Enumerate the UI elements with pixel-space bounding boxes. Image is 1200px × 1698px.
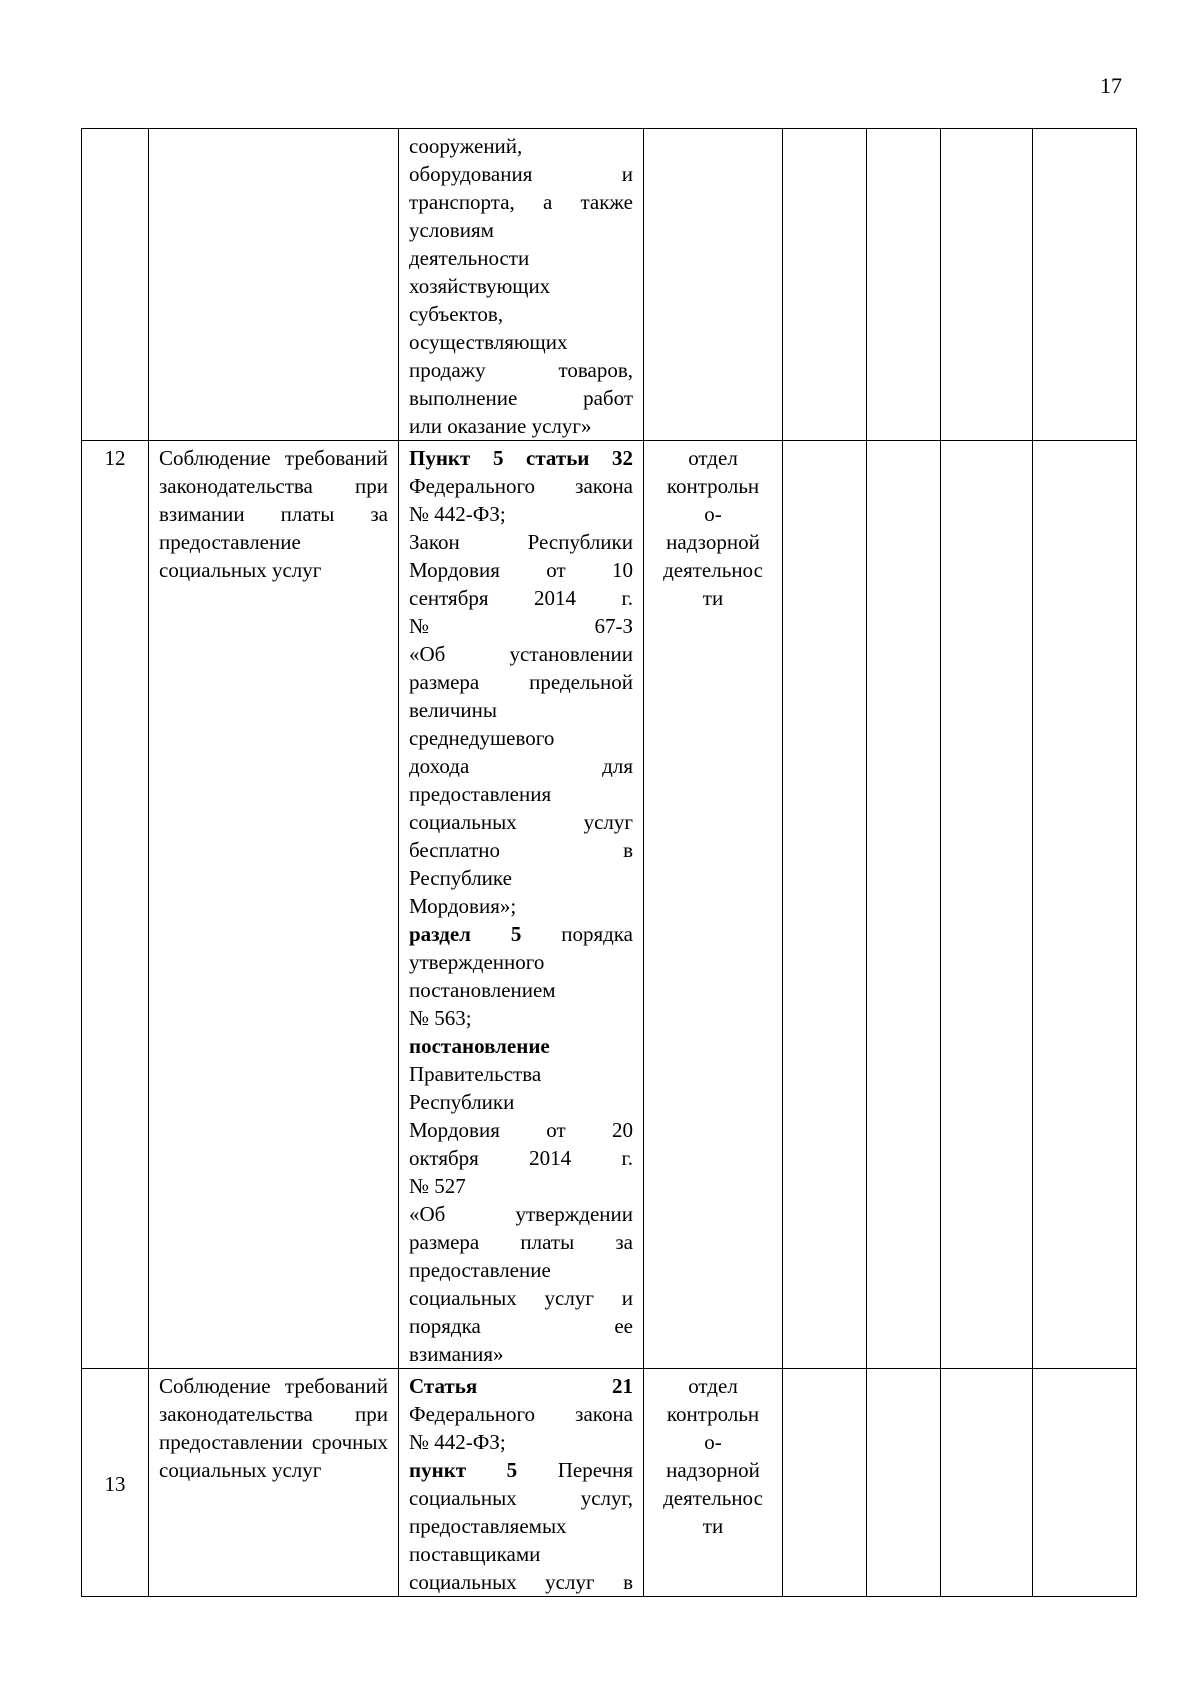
department-line: отдел <box>688 1374 738 1398</box>
legal-basis-bold-text: Пункт 5 статьи 32 <box>409 446 633 470</box>
legal-basis-text: оборудования и <box>409 162 633 186</box>
legal-basis-line <box>409 1540 633 1568</box>
legal-basis-text: Федерального закона <box>409 474 633 498</box>
legal-basis-line <box>409 864 633 892</box>
table-row <box>82 441 1137 1369</box>
legal-basis-bold-text: пункт 5 <box>409 1458 518 1482</box>
legal-basis-line <box>409 1060 633 1088</box>
legal-basis-text: размера платы за <box>409 1230 633 1254</box>
legal-basis-line <box>409 976 633 1004</box>
legal-basis-line <box>409 1228 633 1256</box>
legal-basis-line <box>409 1116 633 1144</box>
legal-basis-text: взимания» <box>409 1342 504 1366</box>
legal-basis-line <box>409 272 633 300</box>
legal-basis-line <box>409 188 633 216</box>
empty-cell <box>867 1369 941 1597</box>
legal-basis-text: продажу товаров, <box>409 358 633 382</box>
legal-basis-line <box>409 472 633 500</box>
legal-basis-line <box>409 724 633 752</box>
department-line: надзорной <box>666 1458 760 1482</box>
legal-basis-line <box>409 300 633 328</box>
department-line: деятельнос <box>663 1486 763 1510</box>
legal-basis-text: № 527 <box>409 1174 466 1198</box>
legal-basis-line <box>409 920 633 948</box>
legal-basis-line <box>409 1200 633 1228</box>
legal-basis-line <box>409 1032 633 1060</box>
legal-basis-text: поставщиками <box>409 1542 541 1566</box>
legal-basis-line <box>409 1484 633 1512</box>
legal-basis-text: постановлением <box>409 978 556 1002</box>
legal-basis-text: Республике <box>409 866 512 890</box>
legal-basis-text: социальных услуг <box>409 810 633 834</box>
legal-basis-line <box>409 1172 633 1200</box>
empty-cell <box>867 129 941 441</box>
legal-basis-line <box>409 1400 633 1428</box>
legal-basis-text: Мордовия от 20 <box>409 1118 633 1142</box>
department-cell <box>644 1369 783 1597</box>
legal-basis-text: сооружений, <box>409 134 523 158</box>
legal-basis-line <box>409 328 633 356</box>
legal-basis-text: Перечня <box>517 1458 633 1482</box>
legal-basis-text: транспорта, а также <box>409 190 633 214</box>
legal-basis-line <box>409 132 633 160</box>
department-line: ти <box>702 1514 724 1538</box>
department-line: о- <box>704 502 722 526</box>
table-row <box>82 129 1137 441</box>
legal-basis-line <box>409 780 633 808</box>
legal-basis-cell <box>399 129 644 441</box>
legal-basis-line <box>409 1568 633 1596</box>
empty-cell <box>941 129 1033 441</box>
legal-basis-text: № 67-З <box>409 614 633 638</box>
legal-basis-text: предоставления <box>409 782 552 806</box>
legal-basis-line <box>409 668 633 696</box>
legal-basis-text: сентября 2014 г. <box>409 586 633 610</box>
legal-basis-line <box>409 1144 633 1172</box>
department-line: отдел <box>688 446 738 470</box>
legal-basis-line <box>409 216 633 244</box>
legal-basis-line <box>409 556 633 584</box>
legal-basis-text: октября 2014 г. <box>409 1146 633 1170</box>
legal-basis-line <box>409 1004 633 1032</box>
legal-basis-text: № 563; <box>409 1006 472 1030</box>
legal-basis-line <box>409 384 633 412</box>
legal-basis-text: № 442-ФЗ; <box>409 1430 506 1454</box>
legal-basis-text: Республики <box>409 1090 515 1114</box>
department-line: о- <box>704 1430 722 1454</box>
legal-basis-line <box>409 528 633 556</box>
empty-cell <box>783 129 867 441</box>
legal-basis-line <box>409 356 633 384</box>
legal-basis-text: дохода для <box>409 754 633 778</box>
legal-basis-text: предоставляемых <box>409 1514 567 1538</box>
legal-basis-line <box>409 1256 633 1284</box>
requirement-cell: Соблюдение требований законодательства при взимании платы за предоставление социальных услуг <box>149 441 399 1369</box>
empty-cell <box>867 441 941 1369</box>
legal-basis-line <box>409 892 633 920</box>
legal-basis-line <box>409 1340 633 1368</box>
legal-basis-text: «Об утверждении <box>409 1202 633 1226</box>
legal-basis-text: социальных услуг и <box>409 1286 633 1310</box>
legal-basis-text: социальных услуг, <box>409 1486 633 1510</box>
row-number <box>82 129 149 441</box>
empty-cell <box>941 441 1033 1369</box>
legal-basis-line <box>409 584 633 612</box>
legal-basis-text: выполнение работ <box>409 386 633 410</box>
legal-basis-line <box>409 412 633 440</box>
legal-basis-text: Правительства <box>409 1062 542 1086</box>
legal-basis-text: Мордовия от 10 <box>409 558 633 582</box>
legal-basis-line <box>409 808 633 836</box>
legal-basis-line <box>409 160 633 188</box>
legal-basis-text: № 442-ФЗ; <box>409 502 506 526</box>
page-number: 17 <box>1100 73 1122 98</box>
legal-basis-line <box>409 1428 633 1456</box>
legal-basis-text: Мордовия»; <box>409 894 517 918</box>
legal-basis-line <box>409 444 633 472</box>
row-number: 13 <box>82 1369 149 1597</box>
legal-basis-text: утвержденного <box>409 950 545 974</box>
requirement-cell <box>149 129 399 441</box>
legal-basis-text: Федерального закона <box>409 1402 633 1426</box>
legal-basis-text: предоставление <box>409 1258 551 1282</box>
department-line: ти <box>702 586 724 610</box>
empty-cell <box>1033 441 1137 1369</box>
legal-basis-line <box>409 1312 633 1340</box>
legal-basis-text: размера предельной <box>409 670 633 694</box>
legal-basis-line <box>409 244 633 272</box>
inspection-checklist-table <box>81 128 1137 1597</box>
row-number: 12 <box>82 441 149 1369</box>
department-line: контрольн <box>666 1402 760 1426</box>
legal-basis-text: осуществляющих <box>409 330 568 354</box>
empty-cell <box>783 1369 867 1597</box>
legal-basis-text: деятельности <box>409 246 530 270</box>
legal-basis-text: порядка ее <box>409 1314 633 1338</box>
legal-basis-line <box>409 1088 633 1116</box>
legal-basis-line <box>409 612 633 640</box>
legal-basis-line <box>409 948 633 976</box>
legal-basis-bold-text: постановление <box>409 1034 550 1058</box>
legal-basis-cell <box>399 1369 644 1597</box>
legal-basis-text: порядка <box>521 922 633 946</box>
legal-basis-line <box>409 500 633 528</box>
legal-basis-line <box>409 1284 633 1312</box>
table-row <box>82 1369 1137 1597</box>
legal-basis-text: «Об установлении <box>409 642 633 666</box>
requirement-cell: Соблюдение требований законодательства при предоставлении срочных социальных услуг <box>149 1369 399 1597</box>
legal-basis-bold-text: раздел 5 <box>409 922 522 946</box>
legal-basis-cell <box>399 441 644 1369</box>
legal-basis-text: условиям <box>409 218 494 242</box>
empty-cell <box>1033 129 1137 441</box>
empty-cell <box>783 441 867 1369</box>
legal-basis-line <box>409 1512 633 1540</box>
department-line: контрольн <box>666 474 760 498</box>
department-line: деятельнос <box>663 558 763 582</box>
legal-basis-line <box>409 696 633 724</box>
legal-basis-text: величины <box>409 698 497 722</box>
legal-basis-text: хозяйствующих <box>409 274 551 298</box>
legal-basis-line <box>409 1372 633 1400</box>
department-cell <box>644 129 783 441</box>
empty-cell <box>1033 1369 1137 1597</box>
legal-basis-line <box>409 752 633 780</box>
legal-basis-text: субъектов, <box>409 302 504 326</box>
legal-basis-line <box>409 1456 633 1484</box>
legal-basis-text: Закон Республики <box>409 530 633 554</box>
legal-basis-text: среднедушевого <box>409 726 555 750</box>
legal-basis-bold-text: Статья 21 <box>409 1374 633 1398</box>
empty-cell <box>941 1369 1033 1597</box>
legal-basis-line <box>409 640 633 668</box>
legal-basis-text: социальных услуг в <box>409 1570 633 1594</box>
legal-basis-line <box>409 836 633 864</box>
department-cell <box>644 441 783 1369</box>
legal-basis-text: или оказание услуг» <box>409 414 592 438</box>
department-line: надзорной <box>666 530 760 554</box>
legal-basis-text: бесплатно в <box>409 838 633 862</box>
